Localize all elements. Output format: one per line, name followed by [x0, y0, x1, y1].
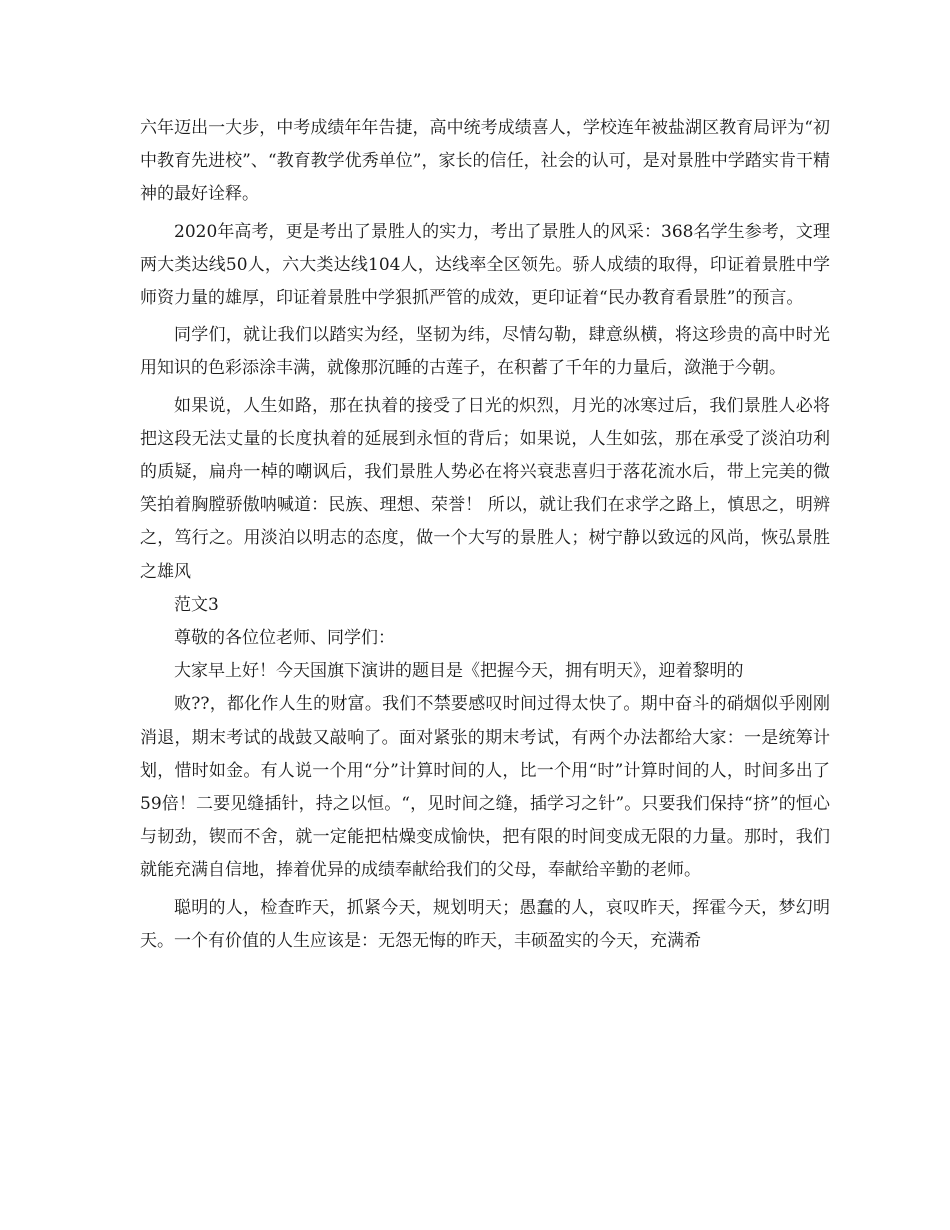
paragraph-3: 同学们，就让我们以踏实为经，坚韧为纬，尽情勾勒，肆意纵横，将这珍贵的高中时光用知识的色彩添涂丰满，就像那沉睡的古莲子，在积蓄了千年的力量后，潋滟于今朝。	[140, 325, 830, 379]
paragraph-1: 六年迈出一大步，中考成绩年年告捷，高中统考成绩喜人，学校连年被盐湖区教育局评为“初中教育先进校”、“教育教学优秀单位”，家长的信任，社会的认可，是对景胜中学踏实肯干精神的最好诠释。	[140, 118, 830, 205]
paragraph-5: 大家早上好！今天国旗下演讲的题目是《把握今天，拥有明天》，迎着黎明的	[174, 661, 744, 682]
paragraph-2: 2020年高考，更是考出了景胜人的实力，考出了景胜人的风采：368名学生参考，文理两大类达线50人，六大类达线104人，达线率全区领先。骄人成绩的取得，印证着景胜中学师资力量的雄厚，印证着景胜中学狠抓严管的成效，更印证着“民办教育看景胜”的预言。	[140, 221, 830, 309]
paragraph-6: 败??，都化作人生的财富。我们不禁要感叹时间过得太快了。期中奋斗的硝烟似乎刚刚消退，期末考试的战鼓又敲响了。面对紧张的期末考试，有两个办法都给大家：一是统筹计划，惜时如金。有人说一个用“分”计算时间的人，比一个用“时”计算时间的人，时间多出了59倍！二要见缝插针，持之以恒。“，见时间之缝，插学习之针”。只要我们保持“挤”的恒心与韧劲，锲而不舍，就一定能把枯燥变成愉快，把有限的时间变成无限的力量。那时，我们就能充满自信地，捧着优异的成绩奉献给我们的父母，奉献给辛勤的老师。	[140, 694, 830, 881]
paragraph-7: 聪明的人，检查昨天，抓紧今天，规划明天；愚蠢的人，哀叹昨天，挥霍今天，梦幻明天。一个有价值的人生应该是：无怨无悔的昨天，丰硕盈实的今天，充满希	[140, 897, 830, 951]
salutation: 尊敬的各位位老师、同学们：	[174, 628, 395, 649]
paragraph-4: 如果说，人生如路，那在执着的接受了日光的炽烈，月光的冰寒过后，我们景胜人必将把这段无法丈量的长度执着的延展到永恒的背后；如果说，人生如弦，那在承受了淡泊功利的质疑，扁舟一棹的嘲讽后，我们景胜人势必在将兴衰悲喜归于落花流水后，带上完美的微笑拍着胸膛骄傲呐喊道：民族、理想、荣誉！ 所以，就让我们在求学之路上，慎思之，明辨之，笃行之。用淡泊以明志的态度，做一个大写的景胜人；树宁静以致远的风尚，恢弘景胜之雄风	[140, 395, 830, 582]
section-heading: 范文3	[174, 594, 219, 615]
document-body	[140, 112, 830, 958]
